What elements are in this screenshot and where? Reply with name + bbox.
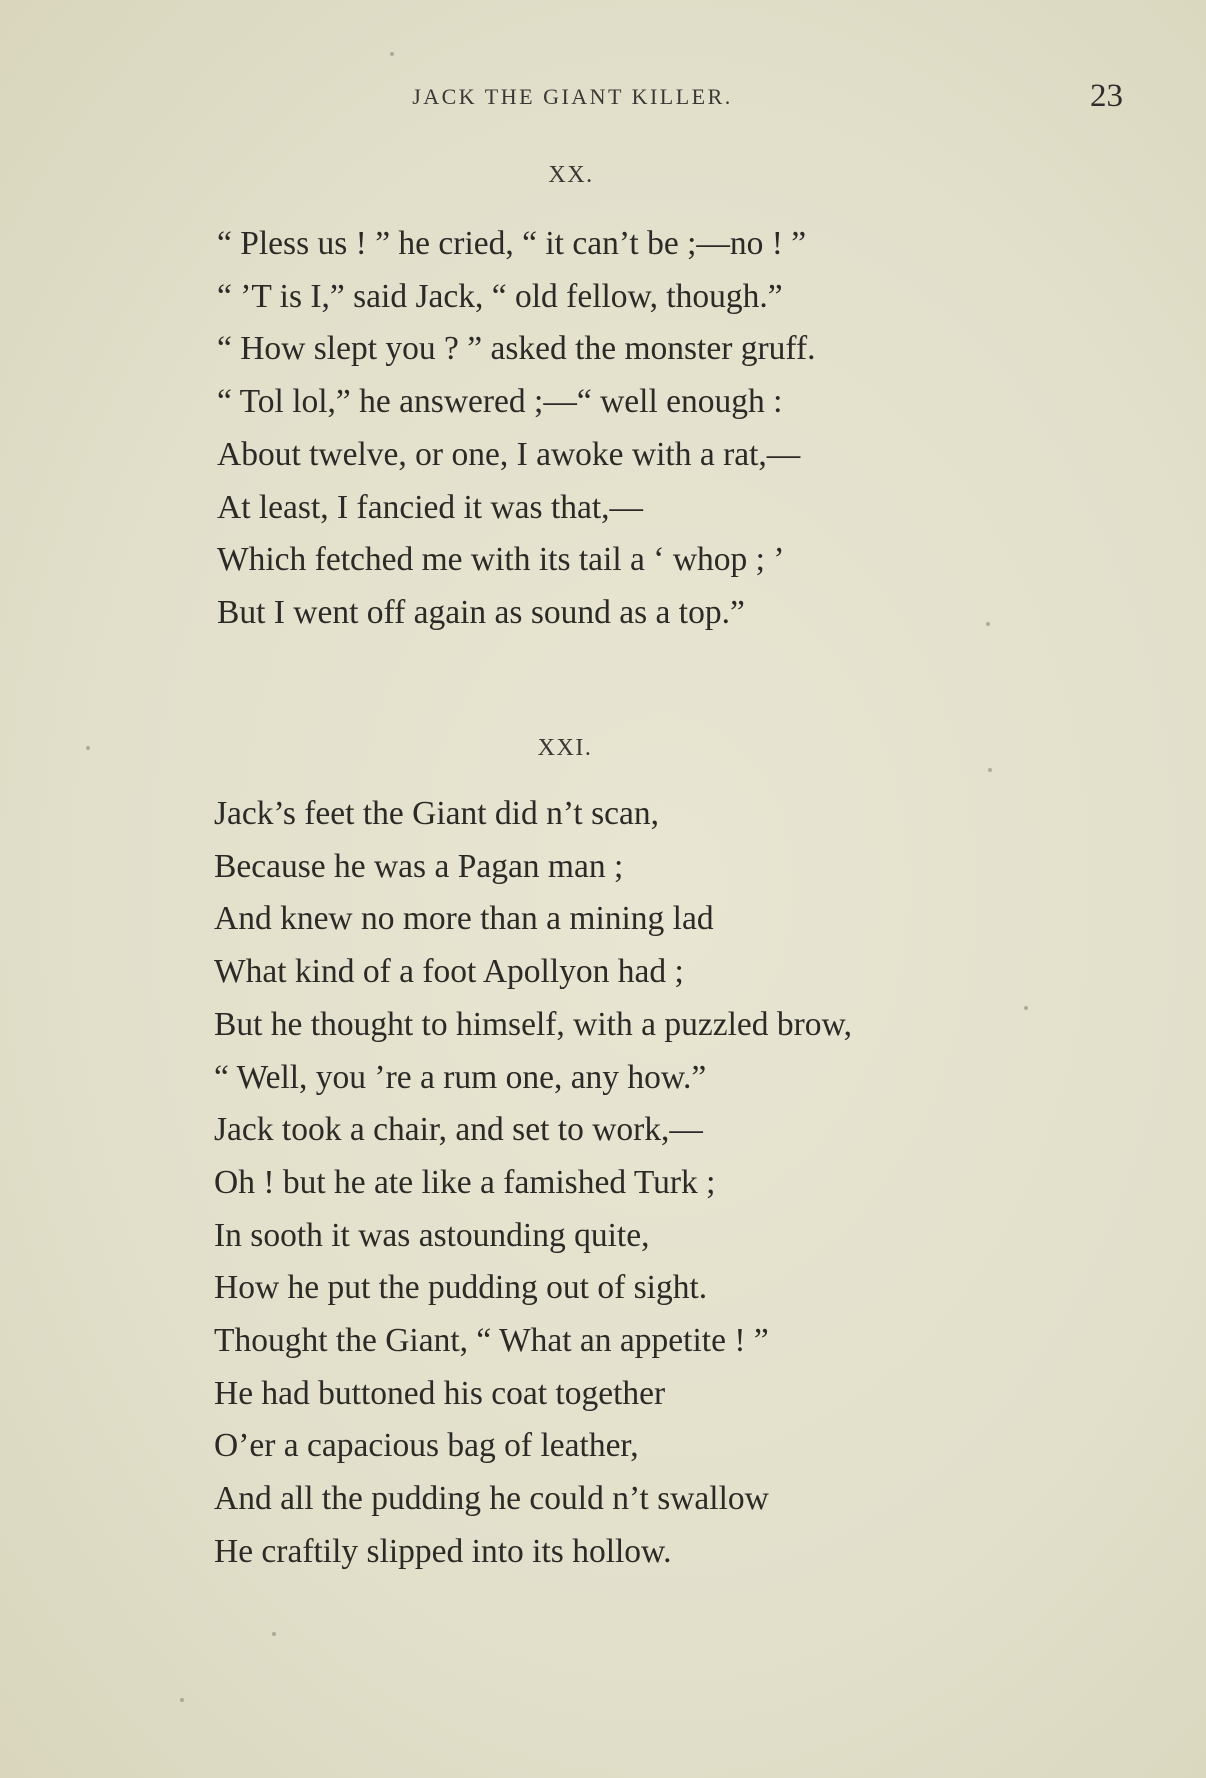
verse-line: “ ’T is I,” said Jack, “ old fellow, though.” [217, 277, 783, 315]
verse-line: What kind of a foot Apollyon had ; [214, 953, 684, 991]
verse-line: He had buttoned his coat together [214, 1374, 666, 1412]
verse-line: But I went off again as sound as a top.” [217, 593, 745, 631]
verse-line: “ Well, you ’re a rum one, any how.” [214, 1058, 707, 1096]
verse-line: Which fetched me with its tail a ‘ whop ; ’ [217, 541, 785, 579]
verse-line: And knew no more than a mining lad [214, 900, 714, 938]
page-number: 23 [1090, 78, 1123, 114]
verse-line: “ Tol lol,” he answered ;—“ well enough : [217, 383, 783, 421]
paper-speck [390, 52, 394, 56]
verse-line: About twelve, or one, I awoke with a rat,— [217, 435, 801, 473]
verse-line: But he thought to himself, with a puzzled brow, [214, 1005, 852, 1043]
verse-line: He craftily slipped into its hollow. [214, 1532, 672, 1570]
verse-line: At least, I fancied it was that,— [217, 488, 644, 526]
verse-line: Jack took a chair, and set to work,— [214, 1111, 703, 1149]
verse-line: In sooth it was astounding quite, [214, 1216, 650, 1254]
paper-speck [86, 746, 90, 750]
running-title: JACK THE GIANT KILLER. [412, 84, 733, 109]
verse-line: Oh ! but he ate like a famished Turk ; [214, 1163, 716, 1201]
paper-speck [986, 622, 990, 626]
verse-line: “ How slept you ? ” asked the monster gruff. [217, 330, 816, 368]
verse-line: Jack’s feet the Giant did n’t scan, [214, 795, 659, 832]
verse-line: Thought the Giant, “ What an appetite ! ” [214, 1322, 769, 1360]
paper-speck [988, 768, 992, 772]
verse-line: O’er a capacious bag of leather, [214, 1427, 639, 1465]
verse-line: And all the pudding he could n’t swallow [214, 1480, 769, 1518]
paper-speck [1024, 1006, 1028, 1010]
verse-line: Because he was a Pagan man ; [214, 847, 624, 885]
stanza-xx [217, 218, 816, 640]
verse-line: How he put the pudding out of sight. [214, 1269, 708, 1307]
stanza-number: XX. [548, 162, 594, 188]
verse-line: “ Pless us ! ” he cried, “ it can’t be ;—no ! ” [217, 225, 807, 262]
paper-speck [180, 1698, 184, 1702]
paper-speck [272, 1632, 276, 1636]
stanza-xxi [214, 788, 852, 1579]
stanza-number: XXI. [537, 735, 593, 761]
